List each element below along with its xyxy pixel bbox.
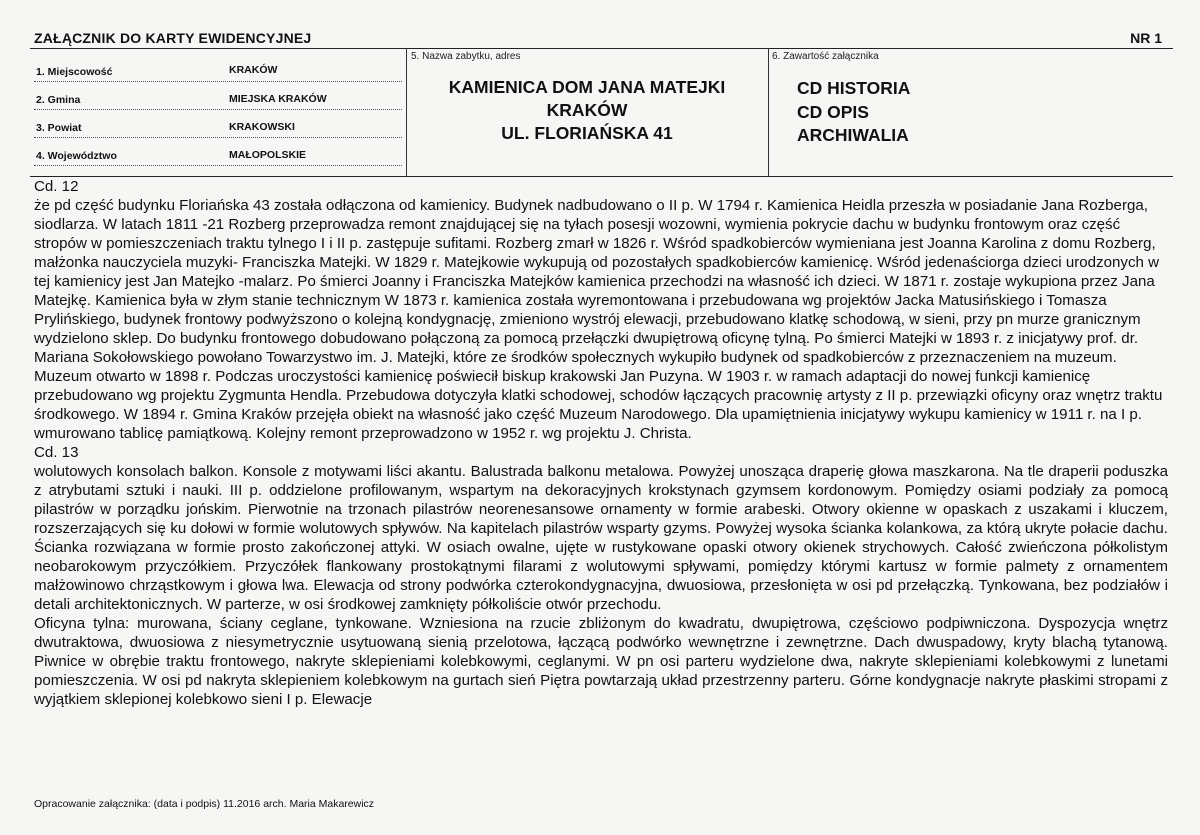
- field-value-wojewodztwo: MAŁOPOLSKIE: [229, 149, 307, 161]
- field-underline: [34, 109, 402, 110]
- section-paragraph: wolutowych konsolach balkon. Konsole z motywami liści akantu. Balustrada balkonu metalowa. Powyżej unosząca draperię głowa maszkarona. Na tle draperii poduszka z atrybutami sztuki i nauki. III p. oddzielone profilowanym, wspartym na dekoracyjnych krokstynach gzymsem kordonowym. Pomiędzy osiami podziały za pomocą pilastrów w porządku jońskim. Pierwotnie na trzonach pilastrów neorenesansowe ornamenty w formie arabeski. Otwory okienne w opaskach z uszakami i kluczem, rozszerzających się ku dołowi w formie wolutowych spływów. Na kapitelach pilastrów wsparty gzyms. Powyżej wysoka ścianka kolankowa, za którą ukryte połacie dachu. Ścianka rozwiązana w formie prosto zakończonej attyki. W osiach owalne, ujęte w rustykowane opaski otwory okienek strychowych. Całość zwieńczona półkolistym neobarokowym przyczółkiem. Przyczółek flankowany prostokątnymi filarami z wolutowymi spływami, pomiędzy którymi kartusz w formie palmety z ornamentem małżowinowo chrząstkowym i głowa lwa. Elewacja od strony podwórka czterokondygnacyjna, dwuosiowa, przesłonięta w osi pd przełączką. Tynkowana, bez podziałów i detali architektonicznych. W parterze, w osi środkowej zamknięty półkoliście otwór przechodu.: [34, 463, 1168, 613]
- footer-signature: Opracowanie załącznika: (data i podpis) 11.2016 arch. Maria Makarewicz: [34, 798, 375, 810]
- field-label-gmina: 2. Gmina: [36, 94, 81, 106]
- attachment-label: 6. Zawartość załącznika: [772, 51, 879, 62]
- field-label-miejscowosc: 1. Miejscowość: [36, 66, 113, 78]
- attachment-line: CD HISTORIA: [797, 78, 911, 98]
- attachment-line: CD OPIS: [797, 101, 869, 122]
- section-heading: Cd. 13: [34, 444, 79, 461]
- field-value-gmina: MIEJSKA KRAKÓW: [229, 93, 327, 105]
- section-paragraph: że pd część budynku Floriańska 43 została odłączona od kamienicy. Budynek nadbudowano o II p. W 1794 r. Kamienica Heidla przeszła w posiadanie Jana Rozberga, siodlarza. W latach 1811 -21 Rozberg przeprowadza remont znajdującej się na tyłach posesji wozowni, wymienia pokrycie dachu w budynku frontowym oraz część stropów w pomieszczeniach traktu tylnego I i II p. zastępuje sufitami. Rozberg zmarł w 1826 r. Wśród spadkobierców wymieniana jest Joanna Karolina z domu Rozberg, małżonka nauczyciela muzyki- Franciszka Matejki. W 1829 r. Matejkowie wykupują od pozostałych spadkobierców kamienicę. Wśród jedenaściorga dzieci urodzonych w tej kamienicy jest Jan Matejko -malarz. Po śmierci Joanny i Franciszka Matejków kamienica przechodzi na własność ich dzieci. W 1871 r. zostaje wykupiona przez Jana Matejkę. Kamienica była w złym stanie technicznym W 1873 r. kamienica została wyremontowana i przebudowana wg projektów Jacka Matusińskiego i Tomasza Prylińskiego, budynek frontowy podwyższono o kolejną kondygnację, zmieniono wystrój elewacji, przebudowano klatkę schodową, w sieni, przy pn murze granicznym wydzielono sklep. Do budynku frontowego dobudowano połączoną za pomocą przełączki dwupiętrową oficynę tylną. Po śmierci Matejki w 1893 r. z inicjatywy prof. dr. Mariana Sokołowskiego powołano Towarzystwo im. J. Matejki, które ze środków społecznych wykupiło budynek od spadkobierców z przeznaczeniem na muzeum. Muzeum otwarto w 1898 r. Podczas uroczystości kamienicę poświecił biskup krakowski Jan Puzyna. W 1903 r. w ramach adaptacji do nowej funkcji kamienicę przebudowano wg projektu Zygmunta Hendla. Przebudowa dotyczyła klatki schodowej, schodów łączących pracownię artysty z II p. przewiązki oficyny oraz wnętrz traktu środkowego. W 1894 r. Gmina Kraków przejęła obiekt na własność jako część Muzeum Narodowego. Dla upamiętnienia inicjatywy wykupu kamienicy w 1911 r. na I p. wmurowano tablicę pamiątkową. Kolejny remont przeprowadzono w 1952 r. wg projektu J. Christa.: [34, 197, 1163, 442]
- section-heading: Cd. 12: [34, 178, 79, 195]
- field-underline: [34, 137, 402, 138]
- section-paragraph: Oficyna tylna: murowana, ściany ceglane, tynkowane. Wzniesiona na rzucie zbliżonym do kwadratu, dwupiętrowa, częściowo podpiwniczona. Dyspozycja wnętrz dwutraktowa, dwuosiowa z niesymetrycznie usytuowaną sienią przelotowa, łączącą podwórko wewnętrzne i zewnętrzne. Dach dwuspadowy, kryty blachą tytanową. Piwnice w obrębie traktu frontowego, nakryte sklepieniami kolebkowymi, ceglanymi. W pn osi parteru wydzielone dwa, nakryte sklepieniami kolebkowymi z lunetami pomieszczenia. W osi pd nakryta sklepieniem kolebkowym na gurtach sień Piętra powtarzają układ przestrzenny parteru. Górne kondygnacje nakryte płaskimi stropami z wyjątkiem sklepionej kolebkowo sieni I p. Elewacje: [34, 615, 1168, 708]
- field-value-miejscowosc: KRAKÓW: [229, 64, 278, 76]
- monument-name: [407, 76, 767, 145]
- monument-line: KAMIENICA DOM JANA MATEJKI: [448, 77, 726, 97]
- field-underline: [34, 81, 402, 82]
- attachment-contents: [797, 77, 910, 148]
- document-body: [34, 177, 1168, 709]
- monument-line: UL. FLORIAŃSKA 41: [501, 123, 673, 143]
- document-number: NR 1: [1130, 30, 1162, 46]
- attachment-line: ARCHIWALIA: [797, 125, 909, 145]
- monument-label: 5. Nazwa zabytku, adres: [411, 51, 521, 62]
- monument-line: KRAKÓW: [546, 100, 628, 120]
- document-title: ZAŁĄCZNIK DO KARTY EWIDENCYJNEJ: [34, 30, 312, 46]
- field-underline: [34, 165, 402, 166]
- field-label-wojewodztwo: 4. Województwo: [36, 150, 117, 162]
- field-label-powiat: 3. Powiat: [36, 122, 82, 134]
- header-divider-2: [768, 48, 769, 176]
- field-value-powiat: KRAKOWSKI: [229, 121, 295, 133]
